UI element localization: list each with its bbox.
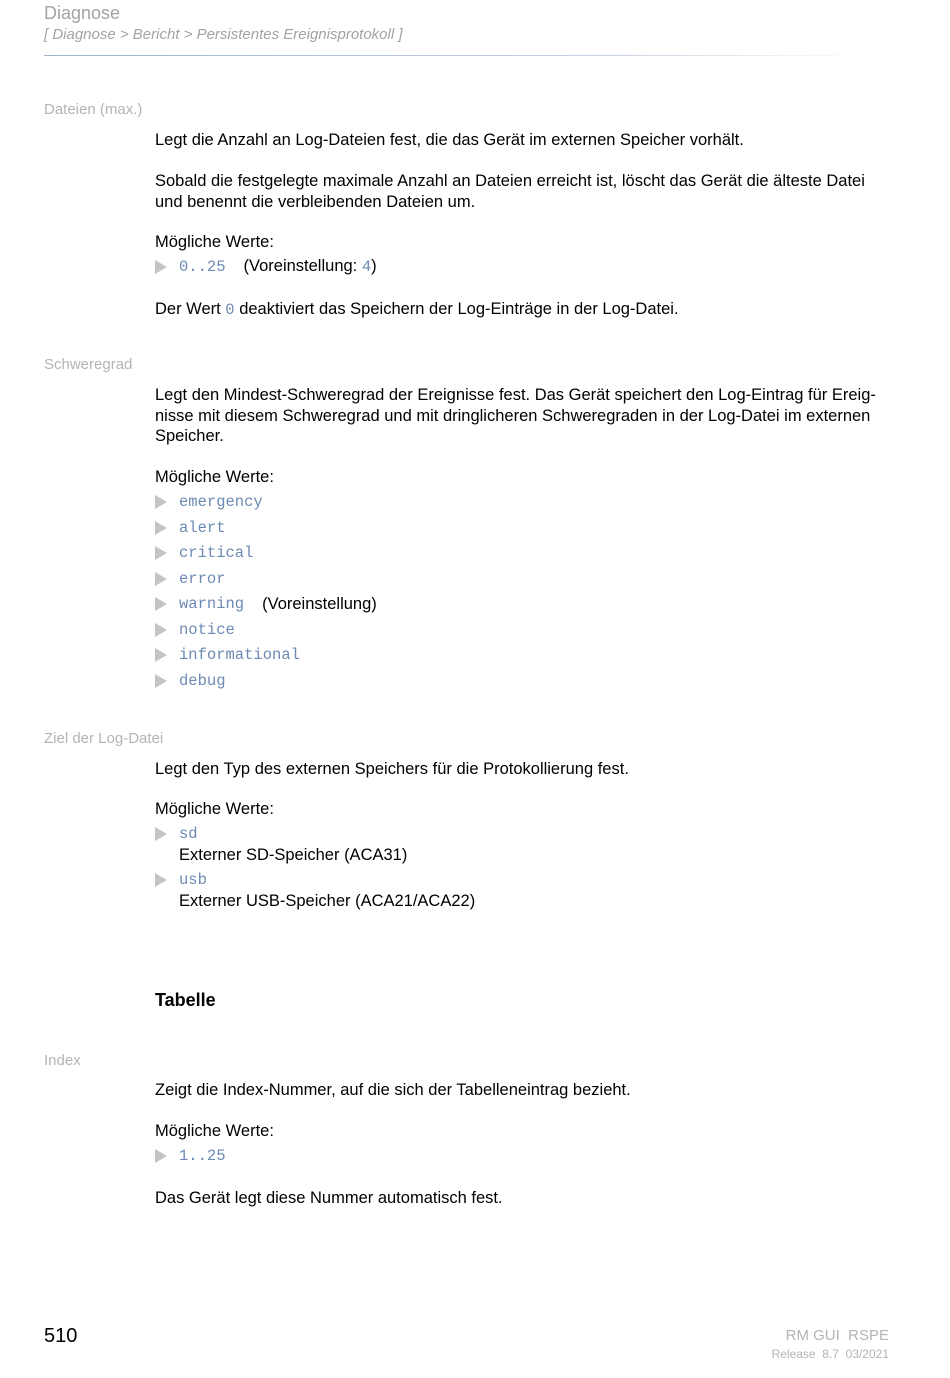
severity-description-line-1: Legt den Mindest-Schweregrad der Ereignisse fest. Das Gerät speichert den Log-Eintrag für Ereig- <box>155 386 876 404</box>
severity-option-error <box>155 568 226 590</box>
target-option-usb-desc: Externer USB-Speicher (ACA21/ACA22) <box>179 892 476 910</box>
bullet-triangle-icon <box>155 674 167 688</box>
index-range-item <box>155 1145 226 1167</box>
index-values-heading: Mögliche Werte: <box>155 1122 274 1140</box>
severity-option-critical <box>155 542 253 564</box>
files-range-value: 0..25 <box>179 258 226 276</box>
bullet-triangle-icon <box>155 546 167 560</box>
files-default-suffix: ) <box>371 257 377 275</box>
files-default-prefix: (Voreinstellung: <box>243 257 362 275</box>
severity-option-warning <box>155 593 377 615</box>
files-description: Legt die Anzahl an Log-Dateien fest, die das Gerät im externen Speicher vorhält. <box>155 131 744 149</box>
severity-description-line-3: Speicher. <box>155 427 224 445</box>
severity-option-value: alert <box>179 519 226 537</box>
severity-option-notice <box>155 619 235 641</box>
files-rotation-line-1: Sobald die festgelegte maximale Anzahl an Dateien erreicht ist, löscht das Gerät die älteste Datei <box>155 172 865 190</box>
severity-description <box>155 385 895 447</box>
severity-option-value: informational <box>179 646 300 664</box>
files-default-note <box>244 256 377 278</box>
bullet-triangle-icon <box>155 1149 167 1163</box>
severity-option-debug <box>155 670 226 692</box>
severity-option-emergency <box>155 491 263 513</box>
severity-default-note: (Voreinstellung) <box>262 594 377 613</box>
bullet-triangle-icon <box>155 873 167 887</box>
chapter-title: Diagnose <box>44 3 121 23</box>
breadcrumb: [ Diagnose > Bericht > Persistentes Ereignisprotokoll ] <box>44 26 403 43</box>
severity-description-line-2: nisse mit diesem Schweregrad und mit dringlicheren Schweregraden in der Log-Datei im externen <box>155 406 871 425</box>
section-label-index: Index <box>44 1052 81 1069</box>
bullet-triangle-icon <box>155 495 167 509</box>
bullet-triangle-icon <box>155 648 167 662</box>
target-description: Legt den Typ des externen Speichers für die Protokollierung fest. <box>155 760 629 778</box>
files-rotation-text <box>155 171 895 212</box>
files-range-item <box>155 256 377 278</box>
severity-option-informational <box>155 644 300 666</box>
bullet-triangle-icon <box>155 827 167 841</box>
section-label-files: Dateien (max.) <box>44 101 143 118</box>
bullet-triangle-icon <box>155 572 167 586</box>
files-zero-note-value: 0 <box>225 301 235 319</box>
bullet-triangle-icon <box>155 597 167 611</box>
severity-option-value: warning <box>179 595 245 613</box>
target-values-heading: Mögliche Werte: <box>155 800 274 818</box>
severity-values-heading: Mögliche Werte: <box>155 468 274 486</box>
index-range-value: 1..25 <box>179 1147 226 1165</box>
page-number: 510 <box>44 1325 78 1347</box>
section-label-severity: Schweregrad <box>44 356 133 373</box>
index-note: Das Gerät legt diese Nummer automatisch fest. <box>155 1189 503 1207</box>
header-divider <box>44 55 864 56</box>
target-option-value: sd <box>179 825 198 843</box>
severity-option-value: error <box>179 570 226 588</box>
target-option-value: usb <box>179 871 207 889</box>
bullet-triangle-icon <box>155 260 167 274</box>
bullet-triangle-icon <box>155 521 167 535</box>
files-zero-note-suffix: deaktiviert das Speichern der Log-Einträge in der Log-Datei. <box>234 300 679 318</box>
severity-option-value: emergency <box>179 493 263 511</box>
severity-option-alert <box>155 517 226 539</box>
files-rotation-line-2: und benennt die verbleibenden Dateien um. <box>155 192 476 211</box>
footer-product: RM GUI RSPE <box>785 1327 889 1344</box>
files-zero-note-prefix: Der Wert <box>155 300 226 318</box>
section-label-target: Ziel der Log-Datei <box>44 730 164 747</box>
target-option-sd <box>155 823 198 845</box>
severity-option-value: notice <box>179 621 235 639</box>
files-zero-note <box>155 299 895 321</box>
footer-release: Release 8.7 03/2021 <box>771 1347 889 1361</box>
files-values-heading: Mögliche Werte: <box>155 233 274 251</box>
target-option-usb <box>155 869 207 891</box>
files-default-value: 4 <box>361 258 372 276</box>
index-description: Zeigt die Index-Nummer, auf die sich der Tabelleneintrag bezieht. <box>155 1081 631 1099</box>
severity-option-value: critical <box>179 544 254 562</box>
severity-option-value: debug <box>179 672 226 690</box>
table-heading: Tabelle <box>155 990 216 1010</box>
bullet-triangle-icon <box>155 623 167 637</box>
target-option-sd-desc: Externer SD-Speicher (ACA31) <box>179 846 408 864</box>
